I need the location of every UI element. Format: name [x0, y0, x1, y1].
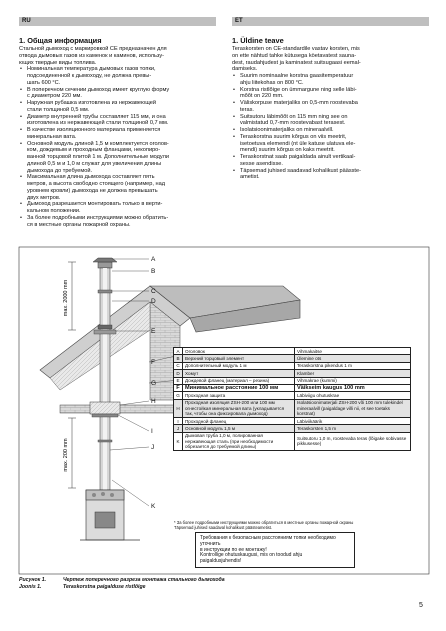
- legend-et: Läbiviigu ohutuskrae: [295, 392, 411, 399]
- et-bullet-line: sesse asendisse.: [240, 160, 283, 167]
- callout-a: A: [151, 256, 156, 263]
- ru-intro-line: ющих твердые виды топлива.: [19, 59, 97, 66]
- legend-ru: Минимальное расстояние 100 мм: [183, 385, 295, 392]
- callout-d: D: [151, 298, 156, 305]
- legend-ru: Оголовок: [183, 348, 295, 355]
- et-bullet-line: • Teraskorstna suurim kõrgus on viis meetrit,: [240, 133, 347, 140]
- callout-h: H: [151, 398, 156, 405]
- warning-ru-line: в инструкции по ее монтажу!: [200, 546, 267, 553]
- figure-caption: [19, 577, 225, 590]
- legend-ru: Хомут: [183, 370, 295, 377]
- ru-bullet-line: ся в местные органы пожарной охраны.: [27, 221, 131, 228]
- ru-intro-line: Стальной дымоход с маркировкой CE предназначен для: [19, 46, 167, 52]
- ru-bullet-line: минеральная вата.: [27, 133, 77, 140]
- et-intro-line: dest, raudahjudest ja kaminatest suitsugaasi eemal-: [232, 59, 361, 66]
- ru-bullet-line: ком, дождевым и проходным фланцами, некопиро-: [27, 147, 161, 154]
- callout-g: G: [151, 380, 157, 387]
- legend-row: [174, 432, 411, 450]
- ru-bullet-line: • Основной модуль длиной 1,5 м комплектуется оголов-: [27, 140, 169, 147]
- legend-et: Klamber: [295, 370, 411, 377]
- ru-bullet-line: • Максимальная длина дымохода составляет пять: [27, 174, 155, 181]
- legend-et: Väikseim kaugus 100 mm: [295, 385, 411, 392]
- ru-intro-line: отвода дымовых газов из каменок и каминов, использу-: [19, 52, 165, 59]
- legend-row: [174, 392, 411, 399]
- ru-bullet-line: подсоединенной к дымоходу, не должна превы-: [27, 73, 152, 79]
- ru-bullet-line: ванной торцовой плитой 1 м. Дополнительные модули: [27, 154, 169, 160]
- legend-key: E: [174, 377, 183, 384]
- legend-et: Läbiviikäärik: [295, 418, 411, 425]
- callout-j: J: [151, 444, 155, 451]
- legend-et: Suitsutoru 1,0 m, roostevaba teras (lõigake sobivasse pikkusesse): [295, 432, 411, 450]
- et-bullet-line: teras.: [240, 106, 254, 113]
- ru-language-tab: RU: [19, 17, 216, 26]
- legend-et: Ülemine ots: [295, 355, 411, 362]
- legend-key: I: [174, 418, 183, 425]
- caption-et-text: Teraskorstna paigalduse ristlõige: [63, 583, 146, 590]
- legend-et: Isolatsioonimaterjali ZSH-200 või 100 mm tulekindel mineraalvill (paigaldage villi nii, et see toetaks korstnat): [295, 399, 411, 417]
- chimney-pipe: [90, 258, 120, 490]
- ru-bullet-line: стали толщиной 0,5 мм.: [27, 106, 90, 113]
- legend-row: [174, 348, 411, 355]
- et-bullet-line: ahju liitekohas on 800 °C.: [240, 79, 304, 86]
- legend-ru: Дополнительный модуль 1 м: [183, 362, 295, 369]
- legend-ru: Проходная изоляция ZSH-200 или 100 мм огнестойкая минеральная вата (укладывается так, чтобы она фиксировала дымоход): [183, 399, 295, 417]
- et-bullet-line: • Suurim nominaalne korstna gaasitemperatuur: [240, 73, 354, 79]
- ru-bullet-line: дымохода до требуемой.: [27, 167, 93, 174]
- ru-bullet-line: • Наружная рубашка изготовлена из нержавеющей: [27, 100, 156, 106]
- legend-ru: Основной модуль 1,5 м: [183, 425, 295, 432]
- et-bullet-line: • Teraskorstnat saab paigaldada ainult vertikaal-: [240, 154, 356, 160]
- ru-bullet-line: • Номинальная температура дымовых газов топки,: [27, 66, 156, 73]
- et-bullet-line: • Täpsemad juhised saadavad kohalikust päässte-: [240, 167, 361, 174]
- caption-et: [19, 584, 225, 591]
- legend-row: [174, 399, 411, 417]
- callout-e: E: [151, 328, 156, 335]
- legend-row: [174, 385, 411, 392]
- legend-key: G: [174, 392, 183, 399]
- legend-row: [174, 425, 411, 432]
- legend-et: Teraskorstna pikendus 1 m: [295, 362, 411, 369]
- legend-row: [174, 418, 411, 425]
- legend-ru: Дымовая труба 1,0 м, полированная нержавеющая сталь (при необходимости обрезается до требуемой длины): [183, 432, 295, 450]
- legend-key: F: [174, 385, 183, 392]
- legend-key: J: [174, 425, 183, 432]
- ru-section-title: 1. Общая информация: [19, 36, 102, 45]
- legend-et: Vihmakaitse: [295, 348, 411, 355]
- ru-bullet-line: уровнем кровли) дымохода не должна превышать: [27, 187, 158, 194]
- dimension-bottom-label: max. 200 mm: [63, 438, 69, 472]
- ru-bullet-line: изготовлена из нержавеющей стали толщиной 0,7 мм.: [27, 120, 169, 127]
- ru-bullet-line: с диаметром 220 мм.: [27, 93, 82, 100]
- et-bullet-line: • Suitsutoru läbimõõt on 115 mm ning see on: [240, 113, 348, 120]
- legend-footnote: [174, 520, 412, 530]
- ru-bullet-line: • В поперечном сечении дымоход имеет круглую форму: [27, 86, 170, 93]
- warning-et-line: Kontrollige ohutuskaugusi, mis on toodud ahju: [200, 552, 303, 559]
- sauna-stove: [80, 490, 140, 540]
- parts-legend-table: [173, 347, 411, 451]
- legend-row: [174, 377, 411, 384]
- legend-row: [174, 362, 411, 369]
- et-bullet-line: mendi) suurim kõrgus on kaks meetrit.: [240, 147, 335, 154]
- legend-ru: Верхний торцовый элемент: [183, 355, 295, 362]
- et-bullet-line: • Väliskorpuse materjaliks on 0,5-mm roostevaba: [240, 100, 358, 106]
- et-section-title: 1. Üldine teave: [232, 36, 284, 45]
- warning-et-line: paigaldusjuhendis!: [200, 558, 242, 565]
- ru-bullet-line: длиной 0,5 м и 1,0 м служат для увеличения длины: [27, 160, 162, 167]
- legend-key: K: [174, 432, 183, 450]
- legend-key: B: [174, 355, 183, 362]
- legend-key: D: [174, 370, 183, 377]
- callout-k: K: [151, 503, 156, 510]
- callout-i: I: [151, 428, 153, 435]
- callout-f: F: [151, 359, 155, 366]
- ru-bullet-line: двух метров.: [27, 194, 61, 201]
- et-bullet-line: isetoetuva elemendi (nt üle katuse ulatuva ele-: [240, 140, 356, 147]
- et-language-tab: ET: [232, 17, 429, 26]
- dimension-top-label: max. 2000 mm: [63, 279, 69, 317]
- caption-ru-number: Рисунок 1.: [19, 577, 47, 583]
- legend-row: [174, 370, 411, 377]
- legend-ru: Проходной фланец: [183, 418, 295, 425]
- legend-et: Teraskorsten 1,5 m: [295, 425, 411, 432]
- legend-row: [174, 355, 411, 362]
- legend-key: H: [174, 399, 183, 417]
- et-bullet-line: • Isolatsioonimaterjaliks on mineraalvill.: [240, 127, 334, 133]
- et-bullet-line: ametist.: [240, 174, 260, 181]
- et-bullet-line: mõõt on 220 mm.: [240, 93, 284, 100]
- safety-warning-box: [195, 532, 355, 568]
- warning-ru-line: Требования к безопасным расстояниям топки необходимо уточнить: [200, 535, 336, 547]
- ru-bullet-line: метров, а высота свободно стоящего (например, над: [27, 181, 165, 187]
- caption-et-number: Joonis 1.: [19, 583, 42, 590]
- callout-c: C: [151, 288, 156, 295]
- legend-key: A: [174, 348, 183, 355]
- caption-ru-text: Чертеж поперечного разреза монтажа стального дымохода: [63, 577, 225, 583]
- footnote-et: Täpsemad juhised saadaval kohalikust päästeametist.: [174, 525, 273, 530]
- et-intro-line: Teraskorsten on CE-standardile vastav korsten, mis: [232, 46, 360, 52]
- ru-bullet-line: • За более подробными инструкциями можно обратить-: [27, 214, 169, 221]
- legend-et: Vihmakrae (kummi): [295, 377, 411, 384]
- ru-bullet-line: шать 600 °C.: [27, 79, 61, 86]
- et-bullet-line: valmistatud 0,7-mm roostevabast terasest.: [240, 120, 346, 127]
- ru-bullet-line: • Диаметр внутренней трубы составляет 115 мм, и она: [27, 113, 166, 120]
- ru-bullet-line: кальном положении.: [27, 208, 81, 214]
- legend-key: C: [174, 362, 183, 369]
- page-number: 5: [419, 602, 423, 609]
- et-bullet-line: • Korstna ristlõige on ümmargune ning selle läbi-: [240, 86, 357, 93]
- et-intro-line: on ette nähtud tahke kütusega köetavatest sauna-: [232, 52, 357, 59]
- legend-ru: Дождевой фланец (материал – резина): [183, 377, 295, 384]
- legend-ru: Проходная защита: [183, 392, 295, 399]
- et-intro-line: damiseks.: [232, 66, 258, 73]
- ru-bullet-line: • Дымоход разрешается монтировать только в верти-: [27, 201, 163, 208]
- footnote-ru: * За более подробными инструкциями можно обратиться в местные органы пожарной охраны: [174, 520, 354, 525]
- ru-bullet-line: • В качестве изоляционного материала применяется: [27, 127, 161, 133]
- callout-b: B: [151, 268, 156, 275]
